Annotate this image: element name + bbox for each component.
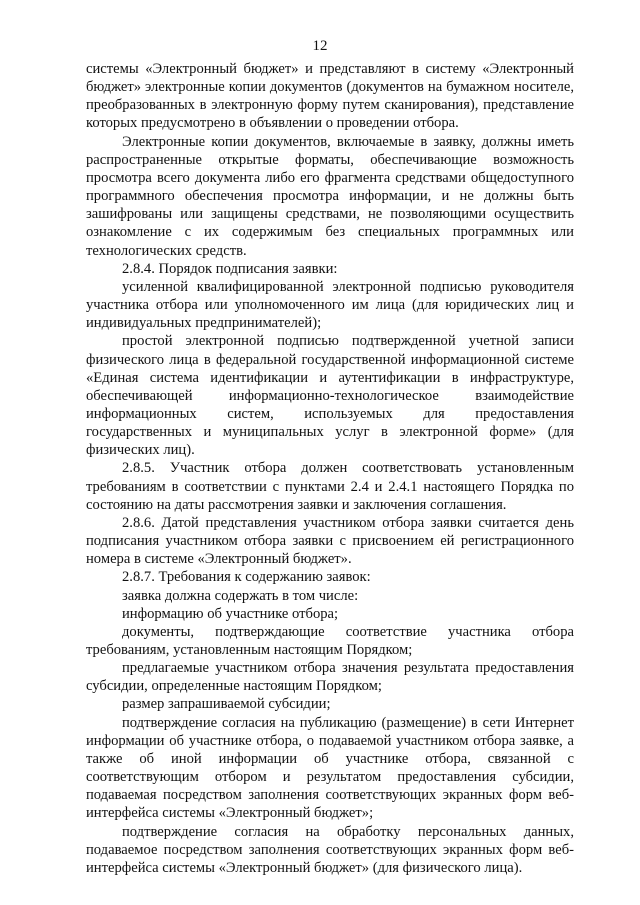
paragraph-2-8-4: 2.8.4. Порядок подписания заявки:: [122, 260, 338, 277]
paragraph-2-8-7: 2.8.7. Требования к содержанию заявок:: [122, 569, 371, 586]
paragraph-2-8-6: 2.8.6. Датой представления участником отбора заявки считается день подписания участником отбора заявки с присвоением ей регистрационного номера в системе «Электронный бюджет».: [86, 514, 574, 568]
paragraph-2-8-5: 2.8.5. Участник отбора должен соответствовать установленным требованиям в соответствии с пунктами 2.4 и 2.4.1 настоящего Порядка по состоянию на даты рассмотрения заявки и заключения соглашения.: [86, 460, 574, 513]
list-item-subsidy-amount: размер запрашиваемой субсидии;: [122, 696, 331, 713]
list-item-documents: документы, подтверждающие соответствие участника отбора требованиям, установленным настоящим Порядком;: [86, 623, 574, 658]
document-body: [86, 60, 574, 877]
list-item-result-values: предлагаемые участником отбора значения результата предоставления субсидии, определенные настоящим Порядком;: [86, 660, 574, 695]
list-item-personal-data-consent: подтверждение согласия на обработку персональных данных, подаваемое посредством заполнения соответствующих экранных форм веб-интерфейса системы «Электронный бюджет» (для физического лица).: [86, 823, 574, 876]
paragraph-qualified-signature: усиленной квалифицированной электронной подписью руководителя участника отбора или уполномоченного им лица (для юридических лиц и индивидуальных предпринимателей);: [86, 278, 574, 332]
paragraph-continuation: системы «Электронный бюджет» и представляют в систему «Электронный бюджет» электронные копии документов (документов на бумажном носителе, преобразованных в электронную форму путем сканирования), представление которых предусмотрено в объявлении о проведении отбора.: [86, 61, 574, 132]
paragraph-simple-signature: простой электронной подписью подтвержденной учетной записи физического лица в федеральной государственной информационной системе «Единая система идентификации и аутентификации в инфраструктуре, обеспечивающей информационно-технологическое взаимодействие информационных систем, используемых для предоставления государственных и муниципальных услуг в электронной форме» (для физических лиц).: [86, 333, 574, 459]
paragraph-electronic-copies: Электронные копии документов, включаемые в заявку, должны иметь распространенные открытые форматы, обеспечивающие возможность просмотра всего документа либо его фрагмента средствами общедоступного программного обеспечения просмотра информации, и не должны быть зашифрованы или защищены средствами, не позволяющими осуществить ознакомление с их содержимым без специальных программных или технологических средств.: [86, 133, 574, 259]
page-number: 12: [312, 38, 328, 54]
list-item-participant-info: информацию об участнике отбора;: [122, 605, 339, 622]
list-item-publication-consent: подтверждение согласия на публикацию (размещение) в сети Интернет информации об участнике отбора, о подаваемой участником отбора заявке, а также об иной информации об участнике отбора, связанной с соответствующим отбором и результатом предоставления субсидии, подаваемая посредством заполнения соответствующих экранных форм веб-интерфейса системы «Электронный бюджет»;: [86, 714, 574, 822]
list-item-application-contents: заявка должна содержать в том числе:: [122, 587, 359, 604]
